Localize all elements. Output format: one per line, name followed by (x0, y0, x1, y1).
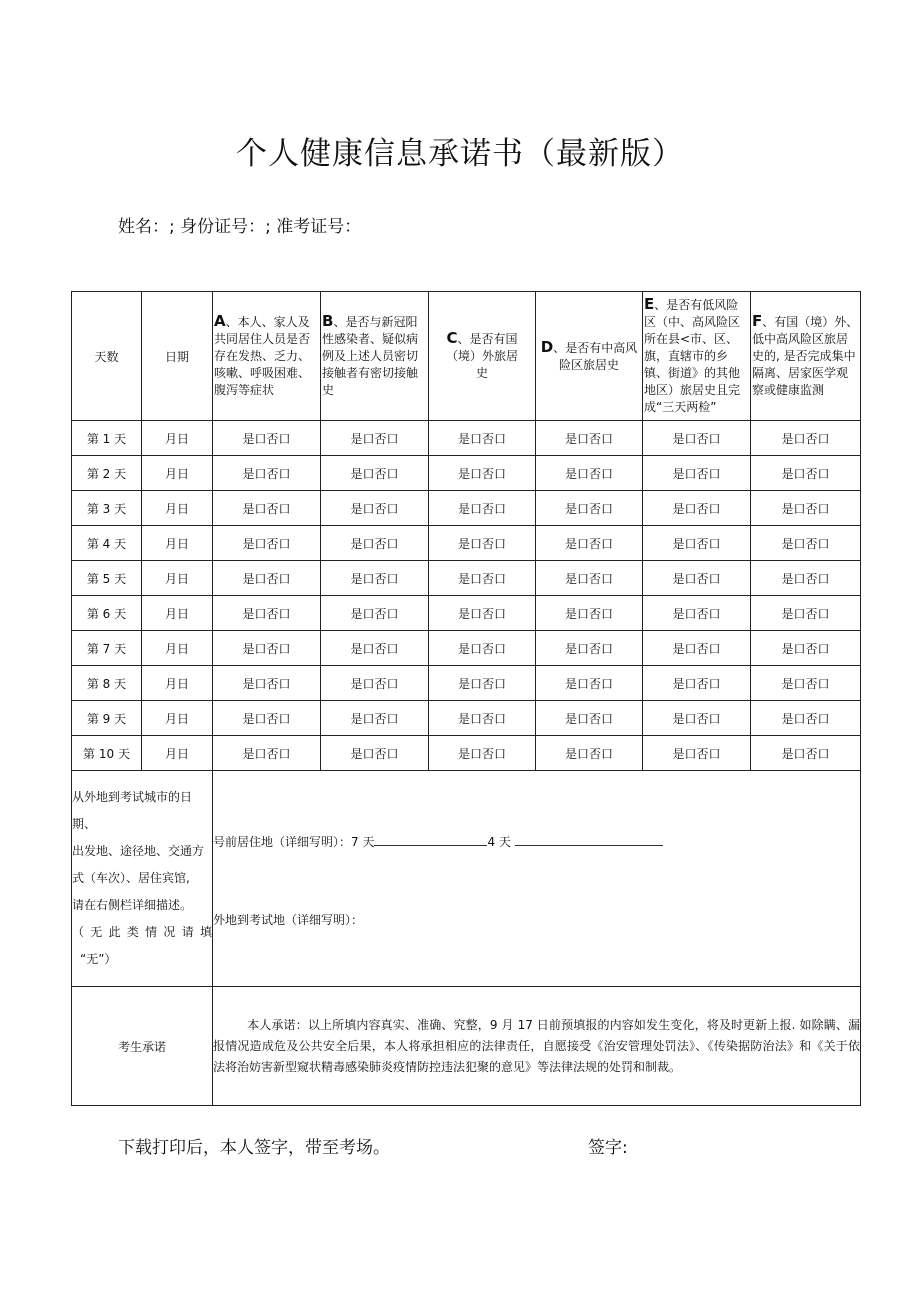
yes-no-b[interactable]: 是口否口 (321, 631, 429, 666)
header-f-letter: F (752, 312, 763, 330)
yes-no-b[interactable]: 是口否口 (321, 736, 429, 771)
residence-4day-line[interactable] (515, 835, 663, 846)
travel-row (72, 771, 861, 987)
residence-field[interactable] (213, 833, 663, 850)
yes-no-d[interactable]: 是口否口 (536, 596, 643, 631)
yes-no-e[interactable]: 是口否口 (643, 561, 751, 596)
yes-no-f[interactable]: 是口否口 (751, 666, 861, 701)
yes-no-f[interactable]: 是口否口 (751, 561, 861, 596)
table-row (72, 701, 861, 736)
table-row (72, 561, 861, 596)
table-row (72, 631, 861, 666)
day-cell: 第 3 天 (72, 491, 142, 526)
header-e-text: 、是否有低风险区（中、高风险区所在县<市、区、旗，直辖市的乡镇、街道》的其他地区）旅居史且完成“三天两检” (644, 298, 741, 414)
day-cell: 第 6 天 (72, 596, 142, 631)
yes-no-c[interactable]: 是口否口 (429, 666, 536, 701)
header-f-text: 、有国（境）外、低中高风险区旅居史的, 是否完成集中隔离、居家医学观察或健康监测 (752, 315, 859, 397)
travel-label-line-1: 从外地到考试城市的日期、 (72, 790, 193, 831)
yes-no-d[interactable]: 是口否口 (536, 421, 643, 456)
yes-no-f[interactable]: 是口否口 (751, 456, 861, 491)
header-day: 天数 (72, 292, 142, 421)
yes-no-a[interactable]: 是口否口 (213, 596, 321, 631)
header-f (751, 292, 861, 421)
yes-no-e[interactable]: 是口否口 (643, 701, 751, 736)
travel-label-note-2: “无”） (80, 952, 117, 966)
table-row (72, 526, 861, 561)
health-info-table (71, 291, 861, 1106)
yes-no-c[interactable]: 是口否口 (429, 491, 536, 526)
travel-label-line-3: 式（车次）、居住宾馆, (72, 871, 190, 885)
date-cell[interactable]: 月日 (142, 491, 213, 526)
yes-no-e[interactable]: 是口否口 (643, 596, 751, 631)
day-cell: 第 5 天 (72, 561, 142, 596)
yes-no-c[interactable]: 是口否口 (429, 596, 536, 631)
travel-label-line-2: 出发地、途径地、交通方 (72, 844, 205, 858)
yes-no-a[interactable]: 是口否口 (213, 456, 321, 491)
date-cell[interactable]: 月日 (142, 596, 213, 631)
date-cell[interactable]: 月日 (142, 701, 213, 736)
yes-no-a[interactable]: 是口否口 (213, 666, 321, 701)
table-row (72, 736, 861, 771)
header-d (536, 292, 643, 421)
yes-no-b[interactable]: 是口否口 (321, 596, 429, 631)
header-a (213, 292, 321, 421)
header-a-letter: A (214, 312, 226, 330)
promise-text (213, 987, 861, 1106)
yes-no-a[interactable]: 是口否口 (213, 701, 321, 736)
yes-no-d[interactable]: 是口否口 (536, 631, 643, 666)
yes-no-f[interactable]: 是口否口 (751, 421, 861, 456)
day-cell: 第 7 天 (72, 631, 142, 666)
yes-no-f[interactable]: 是口否口 (751, 491, 861, 526)
signature-label[interactable]: 签字: (588, 1138, 628, 1158)
yes-no-b[interactable]: 是口否口 (321, 701, 429, 736)
route-field[interactable]: 外地到考试地（详细写明）： (213, 913, 364, 927)
yes-no-e[interactable]: 是口否口 (643, 526, 751, 561)
yes-no-c[interactable]: 是口否口 (429, 736, 536, 771)
yes-no-b[interactable]: 是口否口 (321, 456, 429, 491)
yes-no-c[interactable]: 是口否口 (429, 701, 536, 736)
personal-info-line: 姓名：; 身份证号：; 准考证号： (118, 217, 362, 237)
yes-no-f[interactable]: 是口否口 (751, 526, 861, 561)
promise-label: 考生承诺 (72, 987, 213, 1106)
yes-no-b[interactable]: 是口否口 (321, 421, 429, 456)
header-e (643, 292, 751, 421)
header-b-letter: B (322, 312, 334, 330)
promise-row (72, 987, 861, 1106)
yes-no-e[interactable]: 是口否口 (643, 456, 751, 491)
date-cell[interactable]: 月日 (142, 631, 213, 666)
yes-no-a[interactable]: 是口否口 (213, 631, 321, 666)
travel-label-note: （无此类情况请填 (72, 925, 212, 939)
yes-no-e[interactable]: 是口否口 (643, 631, 751, 666)
residence-7day-label: 号前居住地（详细写明）：7 天 (213, 835, 375, 849)
date-cell[interactable]: 月日 (142, 736, 213, 771)
yes-no-a[interactable]: 是口否口 (213, 736, 321, 771)
day-cell: 第 4 天 (72, 526, 142, 561)
date-cell[interactable]: 月日 (142, 561, 213, 596)
yes-no-c[interactable]: 是口否口 (429, 526, 536, 561)
yes-no-b[interactable]: 是口否口 (321, 491, 429, 526)
travel-label (72, 771, 213, 987)
travel-fields[interactable] (213, 771, 861, 987)
header-c-letter: C (446, 329, 458, 347)
header-a-text: 、本人、家人及共同居住人员是否存在发热、乏力、咳嗽、呼吸困难、腹泻等症状 (214, 315, 311, 397)
promise-text-body: 本人承诺：以上所填内容真实、准确、究整，9 月 17 日前预填报的内容如发生变化，将及时更新上报. 如除瞒、漏报情况造成危及公共安全后果，本人将承担相应的法律责任，自愿接受《治安管理处罚法》、《传染据防治法》和《关于依法将治妨害新型窥状精毒感染肺炎疫情防控违法犯聚的意见》等法律法规的处罚和制裁。 (213, 1017, 860, 1074)
yes-no-c[interactable]: 是口否口 (429, 631, 536, 666)
table-row (72, 666, 861, 701)
yes-no-f[interactable]: 是口否口 (751, 596, 861, 631)
table-header-row (72, 292, 861, 421)
header-date: 日期 (142, 292, 213, 421)
table-row (72, 421, 861, 456)
yes-no-e[interactable]: 是口否口 (643, 666, 751, 701)
header-c (429, 292, 536, 421)
day-cell: 第 9 天 (72, 701, 142, 736)
header-e-letter: E (644, 295, 655, 313)
header-d-text: 、是否有中高风险区旅居史 (553, 340, 638, 372)
footer-instruction: 下载打印后，本人签字，带至考场。 (118, 1138, 390, 1158)
date-cell[interactable]: 月日 (142, 456, 213, 491)
yes-no-d[interactable]: 是口否口 (536, 456, 643, 491)
yes-no-d[interactable]: 是口否口 (536, 666, 643, 701)
yes-no-d[interactable]: 是口否口 (536, 491, 643, 526)
residence-4day-label: 4 天 (487, 835, 511, 849)
table-row (72, 491, 861, 526)
yes-no-a[interactable]: 是口否口 (213, 526, 321, 561)
travel-label-line-4: 请在右侧栏详细描述。 (72, 898, 193, 912)
date-cell[interactable]: 月日 (142, 526, 213, 561)
yes-no-d[interactable]: 是口否口 (536, 736, 643, 771)
yes-no-f[interactable]: 是口否口 (751, 631, 861, 666)
yes-no-c[interactable]: 是口否口 (429, 456, 536, 491)
residence-7day-line[interactable] (374, 835, 487, 846)
header-d-letter: D (540, 337, 554, 356)
day-cell: 第 10 天 (72, 736, 142, 771)
table-row (72, 596, 861, 631)
yes-no-c[interactable]: 是口否口 (429, 421, 536, 456)
yes-no-a[interactable]: 是口否口 (213, 421, 321, 456)
date-cell[interactable]: 月日 (142, 666, 213, 701)
yes-no-b[interactable]: 是口否口 (321, 561, 429, 596)
header-b-text: 、是否与新冠阳性感染者、疑似病例及上述人员密切接触者有密切接触史 (322, 315, 419, 397)
header-c-text: 、是否有国（境）外旅居史 (445, 332, 518, 380)
yes-no-e[interactable]: 是口否口 (643, 736, 751, 771)
date-cell[interactable]: 月日 (142, 421, 213, 456)
header-b (321, 292, 429, 421)
page-title: 个人健康信息承诺书（最新版） (236, 136, 684, 172)
yes-no-b[interactable]: 是口否口 (321, 526, 429, 561)
yes-no-a[interactable]: 是口否口 (213, 491, 321, 526)
yes-no-e[interactable]: 是口否口 (643, 421, 751, 456)
yes-no-d[interactable]: 是口否口 (536, 561, 643, 596)
yes-no-e[interactable]: 是口否口 (643, 491, 751, 526)
day-cell: 第 1 天 (72, 421, 142, 456)
yes-no-c[interactable]: 是口否口 (429, 561, 536, 596)
yes-no-f[interactable]: 是口否口 (751, 701, 861, 736)
yes-no-b[interactable]: 是口否口 (321, 666, 429, 701)
yes-no-d[interactable]: 是口否口 (536, 526, 643, 561)
table-row (72, 456, 861, 491)
day-cell: 第 2 天 (72, 456, 142, 491)
day-cell: 第 8 天 (72, 666, 142, 701)
yes-no-d[interactable]: 是口否口 (536, 701, 643, 736)
day-rows (72, 421, 861, 771)
yes-no-a[interactable]: 是口否口 (213, 561, 321, 596)
yes-no-f[interactable]: 是口否口 (751, 736, 861, 771)
